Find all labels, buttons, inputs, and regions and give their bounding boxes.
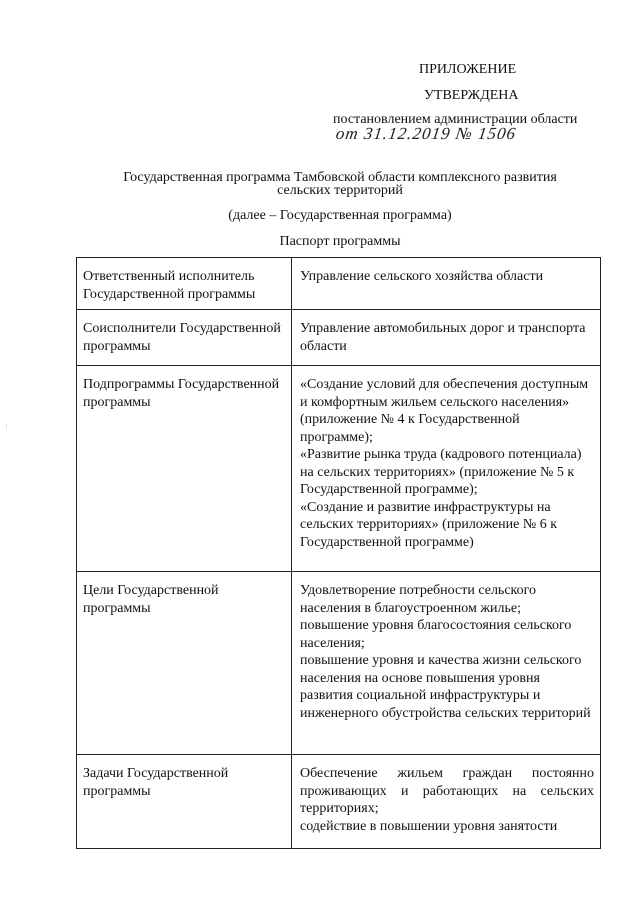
subprogram-item: «Создание условий для обеспечения доступным и комфортным жильем сельского населения» (приложение № 4 к Государственной программе); xyxy=(300,377,589,445)
row-value xyxy=(292,572,601,755)
row-value xyxy=(292,366,601,572)
goal-item: повышение уровня и качества жизни сельского населения на основе повышения уровня развития социальной инфраструктуры и инженерного обустройства сельских территорий xyxy=(300,653,591,721)
passport-heading: Паспорт программы xyxy=(279,234,401,249)
table-row-subprograms xyxy=(77,366,601,572)
goal-item: Удовлетворение потребности сельского населения в благоустроенном жилье; xyxy=(300,583,537,616)
table-row-coexecutors xyxy=(77,310,601,366)
subprogram-item: «Развитие рынка труда (кадрового потенциала) на сельских территориях» (приложение № 5 к Государственной программе); xyxy=(300,447,582,497)
row-label: Задачи Государственной программы xyxy=(77,755,292,849)
row-value xyxy=(292,755,601,849)
subprogram-item: «Создание и развитие инфраструктуры на сельских территориях» (приложение № 6 к Государственной программе) xyxy=(300,499,558,550)
program-short-name: (далее – Государственная программа) xyxy=(228,208,452,223)
table-row-responsible xyxy=(77,258,601,310)
program-title-line1: Государственная программа Тамбовской области комплексного развития xyxy=(123,170,557,185)
row-label: Цели Государственной программы xyxy=(77,572,292,755)
row-label: Ответственный исполнитель Государственной программы xyxy=(77,258,292,310)
appendix-heading: ПРИЛОЖЕНИЕ xyxy=(419,62,517,77)
table-row-tasks xyxy=(77,755,601,849)
margin-note: … xyxy=(3,424,9,430)
handwritten-date-number: от 31.12.2019 № 1506 xyxy=(334,124,518,143)
program-passport-table xyxy=(76,257,601,849)
approved-heading: УТВЕРЖДЕНА xyxy=(424,88,519,103)
program-title-line2: сельских территорий xyxy=(277,183,403,198)
task-item: Обеспечение жильем граждан постоянно проживающих и работающих на сельских территориях; xyxy=(300,766,594,816)
row-value: Управление автомобильных дорог и транспорта области xyxy=(292,310,601,366)
row-value: Управление сельского хозяйства области xyxy=(292,258,601,310)
task-item: содействие в повышении уровня занятости xyxy=(300,818,558,834)
decree-line: постановлением администрации области xyxy=(333,112,578,127)
row-label: Подпрограммы Государственной программы xyxy=(77,366,292,572)
goal-item: повышение уровня благосостояния сельского населения; xyxy=(300,618,572,651)
table-row-goals xyxy=(77,572,601,755)
row-label: Соисполнители Государственной программы xyxy=(77,310,292,366)
